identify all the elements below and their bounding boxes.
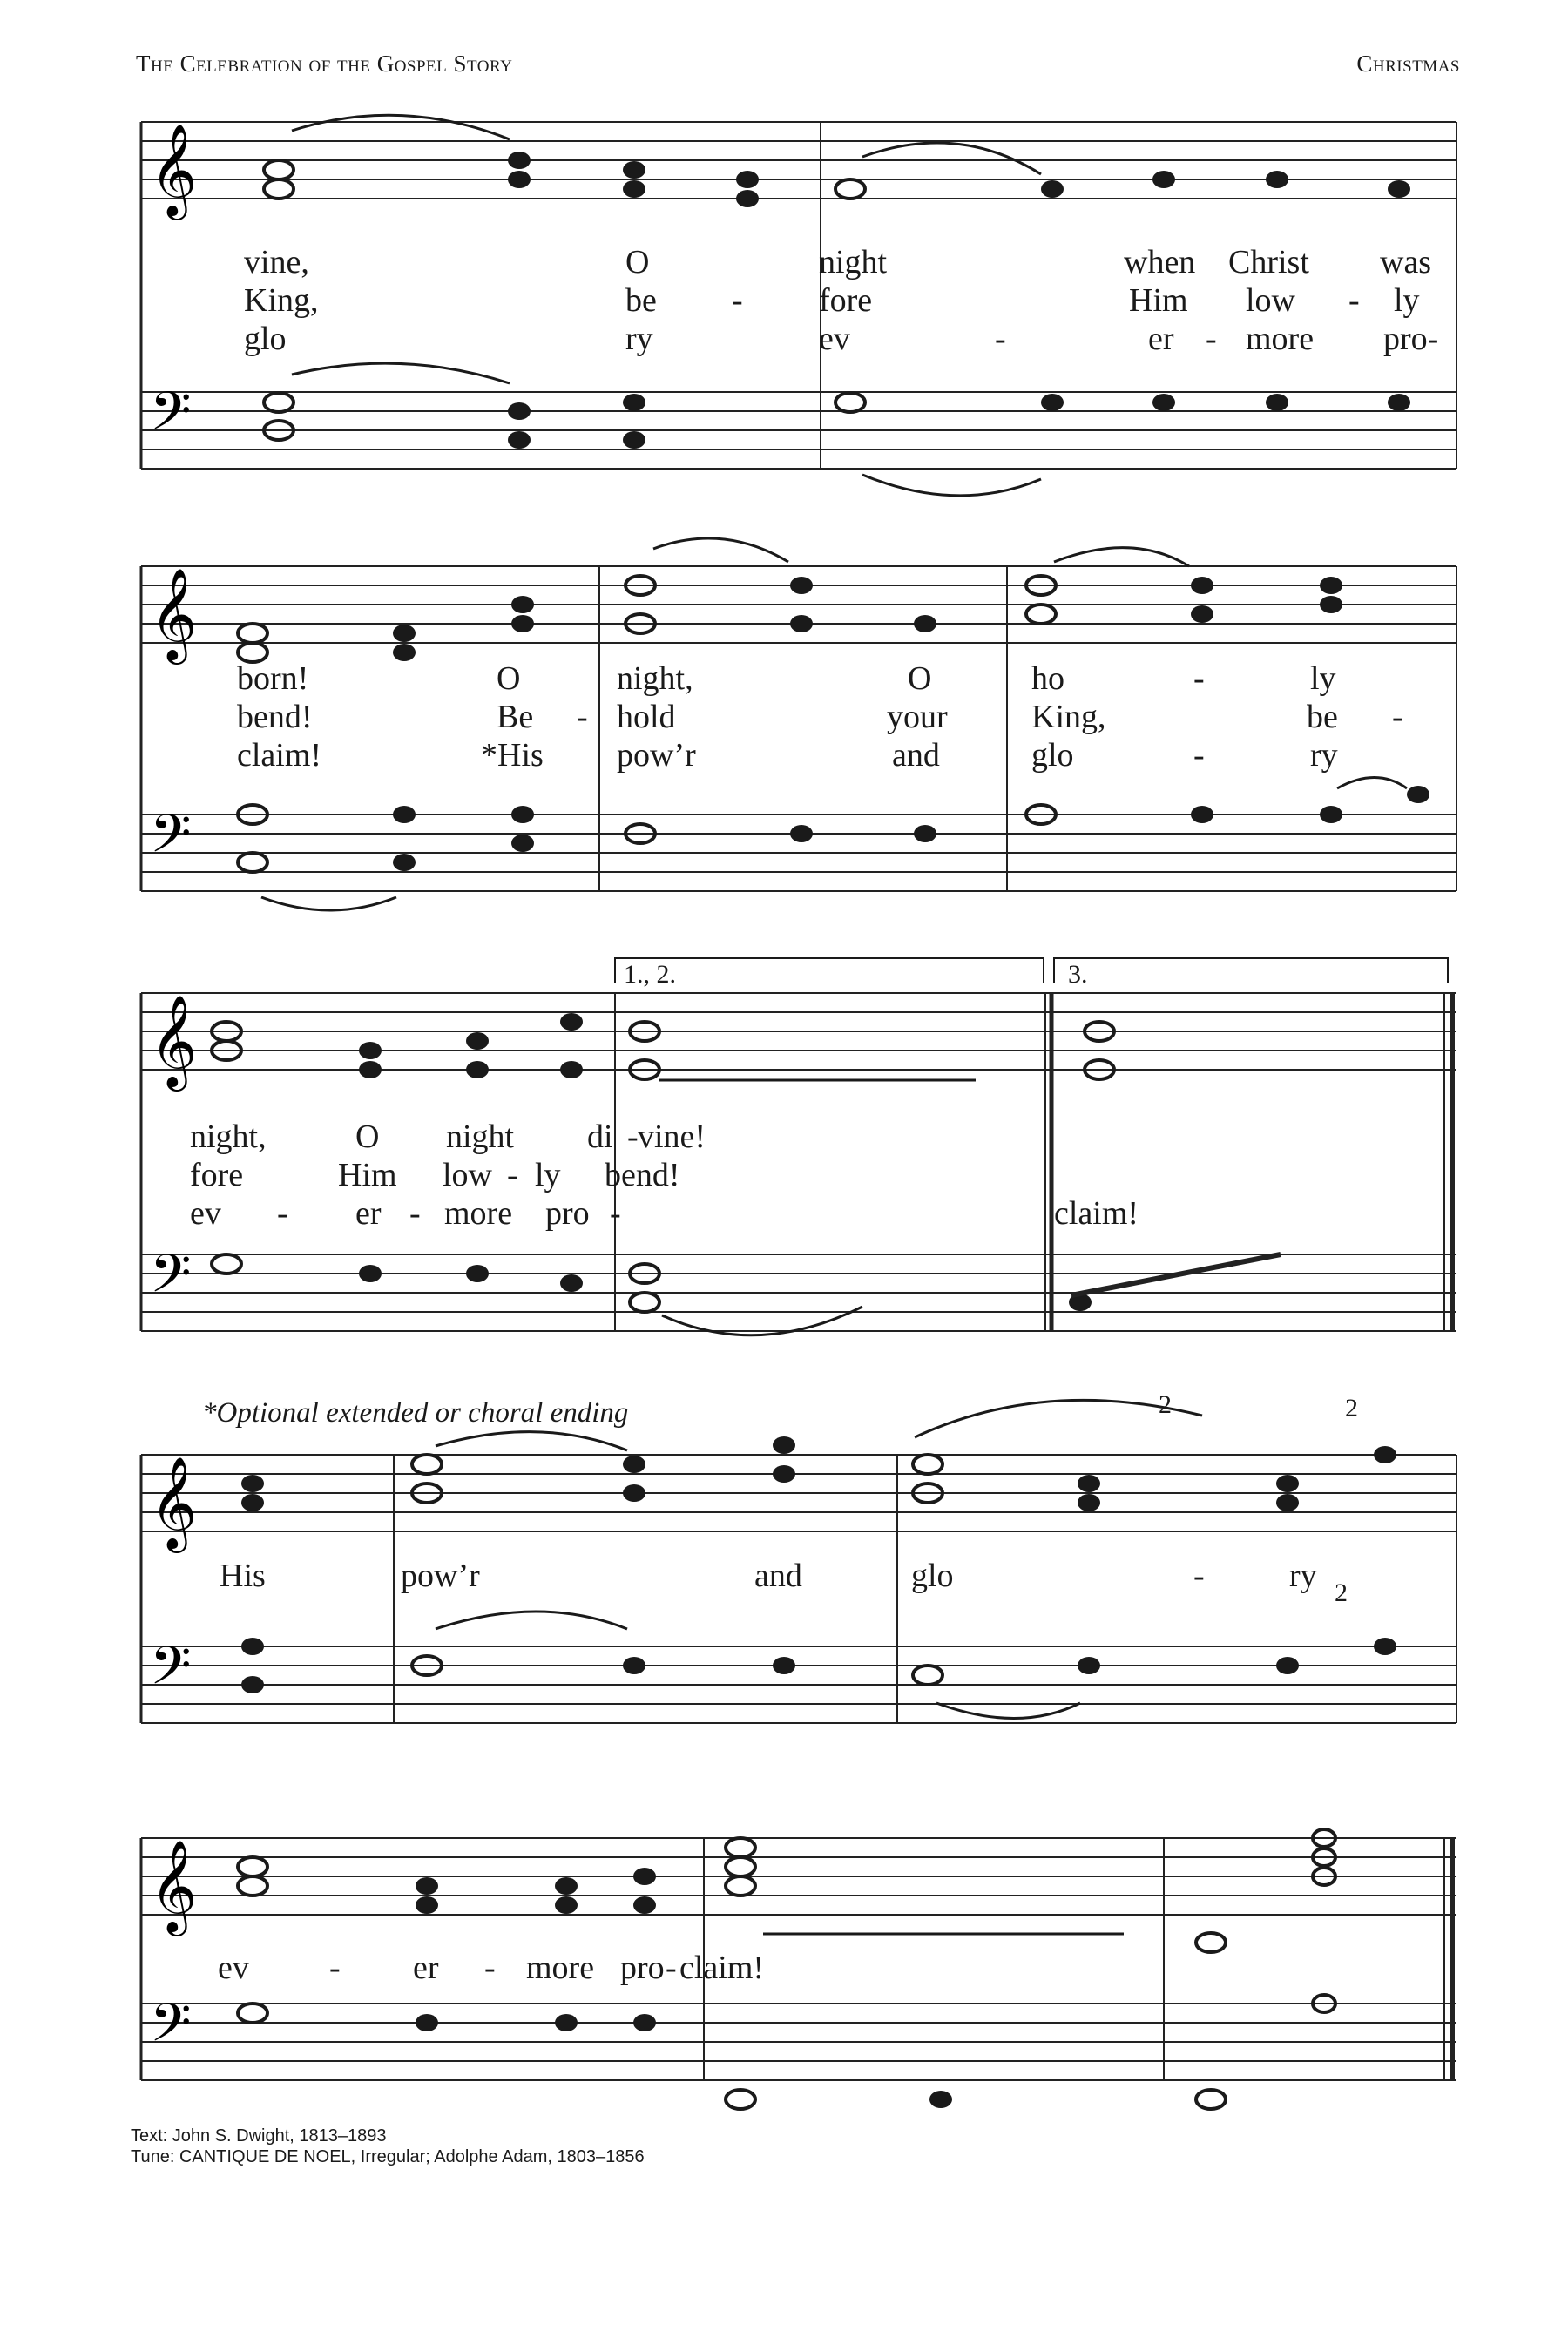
lyric: pow’r: [401, 1558, 480, 1594]
lyric: King,: [244, 282, 319, 319]
tuplet-number: 2: [1335, 1578, 1348, 1607]
lyric: more: [526, 1950, 595, 1986]
lyric: fore: [819, 282, 873, 319]
treble-clef-icon: 𝄞: [150, 1456, 198, 1549]
lyric: O: [355, 1119, 380, 1155]
lyric: -: [329, 1950, 341, 1986]
lyric: er: [413, 1950, 439, 1986]
lyric: night,: [190, 1119, 267, 1155]
bass-clef-icon: 𝄢: [150, 1243, 192, 1318]
lyric: -: [627, 1119, 639, 1155]
lyric: pro: [620, 1950, 665, 1986]
lyric: glo: [911, 1558, 954, 1594]
lyric: Him: [1129, 282, 1188, 319]
lyric: er: [355, 1195, 382, 1232]
lyric: vine!: [638, 1119, 706, 1155]
lyric: -: [409, 1195, 421, 1232]
treble-clef-icon: 𝄞: [150, 1839, 198, 1932]
lyric: ry: [1310, 737, 1338, 774]
lyric: ly: [1310, 660, 1336, 697]
lyric: more: [444, 1195, 513, 1232]
lyric: -: [484, 1950, 496, 1986]
lyric: be: [1307, 699, 1338, 735]
lyric: *His: [481, 737, 544, 774]
lyric: -: [995, 321, 1006, 357]
treble-clef-icon: 𝄞: [150, 994, 198, 1087]
tune-credit: Tune: CANTIQUE DE NOEL, Irregular; Adolphe Adam, 1803–1856: [131, 2147, 645, 2166]
lyric: and: [892, 737, 940, 774]
lyric: -: [1206, 321, 1217, 357]
lyric: and: [754, 1558, 802, 1594]
first-ending-label: 1., 2.: [624, 960, 676, 989]
lyric: ry: [1289, 1558, 1317, 1594]
lyric: bend!: [605, 1157, 680, 1193]
lyric: His: [220, 1558, 266, 1594]
lyric: night: [819, 244, 888, 280]
lyric: -: [507, 1157, 518, 1193]
lyric: be: [625, 282, 657, 319]
lyric: claim!: [679, 1950, 765, 1986]
lyric: ho: [1031, 660, 1064, 697]
tuplet-number: 2: [1159, 1390, 1172, 1419]
lyric: ev: [190, 1195, 221, 1232]
lyric: O: [908, 660, 932, 697]
lyric: hold: [617, 699, 676, 735]
lyric: di: [587, 1119, 613, 1155]
third-ending-label: 3.: [1068, 960, 1088, 989]
lyric: fore: [190, 1157, 244, 1193]
treble-clef-icon: 𝄞: [150, 567, 198, 660]
lyric: -: [666, 1950, 677, 1986]
lyric: ev: [819, 321, 850, 357]
lyric: O: [625, 244, 650, 280]
lyric: er: [1148, 321, 1174, 357]
lyric: your: [887, 699, 948, 735]
lyric: low: [443, 1157, 492, 1193]
lyric: was: [1380, 244, 1432, 280]
lyric: Be: [497, 699, 534, 735]
lyric: claim!: [237, 737, 322, 774]
bass-clef-icon: 𝄢: [150, 803, 192, 878]
lyric: vine,: [244, 244, 309, 280]
system-4-bass-staff: [141, 1646, 1456, 1723]
lyric: King,: [1031, 699, 1106, 735]
system-5-treble-staff: [141, 1838, 1456, 1915]
bass-clef-icon: 𝄢: [150, 1635, 192, 1710]
lyric: pro-: [1383, 321, 1439, 357]
lyric: born!: [237, 660, 309, 697]
lyric: -: [1348, 282, 1360, 319]
lyric: -: [732, 282, 743, 319]
lyric: -: [1193, 660, 1205, 697]
lyric: Christ: [1228, 244, 1309, 280]
lyric: bend!: [237, 699, 313, 735]
tuplet-number: 2: [1345, 1394, 1358, 1423]
system-1-bass-staff: [141, 392, 1456, 469]
system-4-treble-staff: [141, 1455, 1456, 1531]
lyric: -: [1193, 1558, 1205, 1594]
lyric: when: [1124, 244, 1196, 280]
system-3-treble-staff: [141, 993, 1456, 1070]
bass-clef-icon: 𝄢: [150, 1992, 192, 2067]
system-5-bass-staff: [141, 2004, 1456, 2080]
running-header-right: Christmas: [1356, 51, 1460, 77]
system-3-bass-staff: [141, 1254, 1456, 1331]
lyric: -: [1392, 699, 1403, 735]
optional-ending-note: *Optional extended or choral ending: [202, 1397, 629, 1429]
lyric: pro: [545, 1195, 590, 1232]
lyric: O: [497, 660, 521, 697]
lyric: ly: [1394, 282, 1420, 319]
lyric: -: [610, 1195, 621, 1232]
lyric: ry: [625, 321, 653, 357]
lyric: more: [1246, 321, 1315, 357]
credits: [131, 2126, 645, 2167]
lyric: -: [1193, 737, 1205, 774]
bass-clef-icon: 𝄢: [150, 381, 192, 456]
lyric: night,: [617, 660, 693, 697]
lyric: Him: [338, 1157, 397, 1193]
lyric: glo: [1031, 737, 1074, 774]
lyric: -: [577, 699, 588, 735]
lyric: claim!: [1054, 1195, 1139, 1232]
system-1-treble-staff: [141, 122, 1456, 199]
running-header-left: The Celebration of the Gospel Story: [136, 51, 513, 77]
text-credit: Text: John S. Dwight, 1813–1893: [131, 2126, 387, 2146]
treble-clef-icon: 𝄞: [150, 123, 198, 216]
lyric: night: [446, 1119, 515, 1155]
lyric: -: [277, 1195, 288, 1232]
lyric: low: [1246, 282, 1295, 319]
lyric: glo: [244, 321, 287, 357]
lyric: ly: [535, 1157, 561, 1193]
lyric: ev: [218, 1950, 249, 1986]
lyric: pow’r: [617, 737, 696, 774]
